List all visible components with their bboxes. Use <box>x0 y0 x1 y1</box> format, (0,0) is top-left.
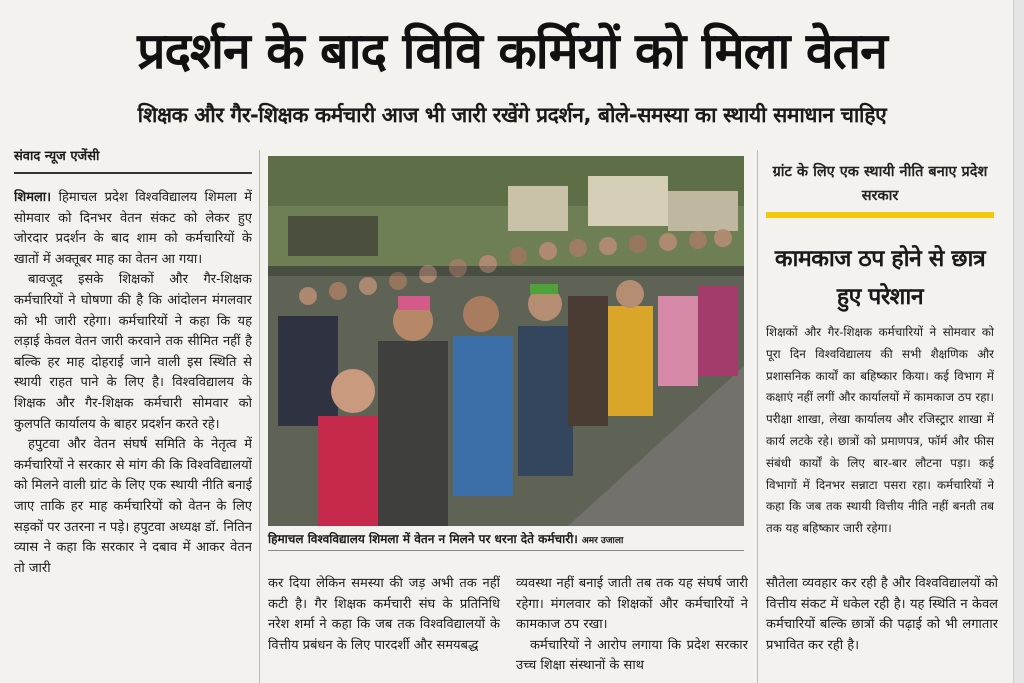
article-column-mid-1 <box>268 574 500 683</box>
photo-caption <box>268 528 744 551</box>
article-continuation-3: सौतेला व्यवहार कर रही है और विश्वविद्यालयों को वित्तीय संकट में धकेल रही है। यह स्थिति न केवल कर्मचारियों बल्कि छात्रों की पढ़ाई को भी लगातार प्रभावित कर रही है। <box>766 576 998 653</box>
news-photo <box>268 156 744 526</box>
photo-credit: अमर उजाला <box>581 536 624 546</box>
column-divider <box>757 150 758 683</box>
article-column-right <box>766 574 998 683</box>
caption-text: हिमाचल विश्वविद्यालय शिमला में वेतन न मिलने पर धरना देते कर्मचारी। <box>268 532 578 546</box>
article-continuation-1: कर दिया लेकिन समस्या की जड़ अभी तक नहीं कटी है। गैर शिक्षक कर्मचारी संघ के प्रतिनिधि नरेश शर्मा ने कहा कि जब तक विश्वविद्यालयों के वित्तीय प्रबंधन के लिए पारदर्शी और समयबद्ध <box>268 576 500 653</box>
dateline: शिमला। <box>14 190 52 205</box>
paragraph-1-text: हिमाचल प्रदेश विश्वविद्यालय शिमला में सोमवार को दिनभर वेतन संकट को लेकर हुए जोरदार प्रदर्शन के बाद शाम को कर्मचारियों के खातों में अक्तूबर माह का वेतन आ गया। <box>14 190 252 267</box>
sidebar-body <box>766 322 994 562</box>
article-column-mid-2 <box>516 574 748 683</box>
sidebar-body-text: शिक्षकों और गैर-शिक्षक कर्मचारियों ने सोमवार को पूरा दिन विश्वविद्यालय की सभी शैक्षणिक और प्रशासनिक कार्यों का बहिष्कार किया। कई विभाग में कक्षाएं नहीं लगीं और कार्यालयों में कामकाज ठप रहा। परीक्षा शाखा, लेखा कार्यालय और रजिस्ट्रार शाखा में कार्य लटके रहे। छात्रों को प्रमाणपत्र, फॉर्म और फीस संबंधी कार्यों के लिए बार-बार लौटना पड़ा। कई विभागों में दिनभर सन्नाटा पसरा रहा। कर्मचारियों ने कहा कि जब तक स्थायी वित्तीय नीति नहीं बनती तब तक यह बहिष्कार जारी रहेगा। <box>766 325 994 536</box>
article-column-left <box>14 188 252 683</box>
article-continuation-2a: व्यवस्था नहीं बनाई जाती तब तक यह संघर्ष जारी रहेगा। मंगलवार को शिक्षकों और कर्मचारियों ने कामकाज ठप रखा। <box>516 576 748 633</box>
article-paragraph-1 <box>14 188 252 270</box>
byline: संवाद न्यूज एजेंसी <box>14 149 100 164</box>
headline: प्रदर्शन के बाद विवि कर्मियों को मिला वेतन <box>137 22 887 80</box>
column-divider <box>259 150 260 683</box>
sidebar-pull-quote: ग्रांट के लिए एक स्थायी नीति बनाए प्रदेश सरकार <box>772 164 988 204</box>
subheadline: शिक्षक और गैर-शिक्षक कर्मचारी आज भी जारी रखेंगे प्रदर्शन, बोले-समस्या का स्थायी समाधान चाहिए <box>137 103 887 127</box>
article-paragraph-3: हपुटवा और वेतन संघर्ष समिति के नेतृत्व में कर्मचारियों ने सरकार से मांग की कि विश्वविद्यालयों को मिलने वाली ग्रांट के लिए एक स्थायी नीति बनाई जाए ताकि हर माह कर्मचारियों को वेतन के लिए सड़कों पर उतरना न पड़े। हपुटवा अध्यक्ष डॉ. नितिन व्यास ने कहा कि सरकार ने दबाव में आकर वेतन तो जारी <box>14 437 252 576</box>
sidebar-accent-rule <box>766 212 994 218</box>
protest-crowd-photo <box>268 156 744 526</box>
article-paragraph-2: बावजूद इसके शिक्षकों और गैर-शिक्षक कर्मचारियों ने घोषणा की है कि आंदोलन मंगलवार को भी जारी रहेगा। कर्मचारियों ने कहा कि यह लड़ाई केवल वेतन जारी करवाने तक सीमित नहीं है बल्कि हर माह दोहराई जाने वाली इस स्थिति से स्थायी राहत पाने के लिए है। विश्वविद्यालय के शिक्षक और गैर-शिक्षक कर्मचारी सोमवार को कुलपति कार्यालय के बाहर प्रदर्शन करते रहे। <box>14 272 252 432</box>
page-edge <box>1013 0 1024 683</box>
sidebar-heading: कामकाज ठप होने से छात्र हुए परेशान <box>774 246 986 310</box>
article-continuation-2b: कर्मचारियों ने आरोप लगाया कि प्रदेश सरकार उच्च शिक्षा संस्थानों के साथ <box>516 637 748 674</box>
byline-rule <box>14 172 252 174</box>
